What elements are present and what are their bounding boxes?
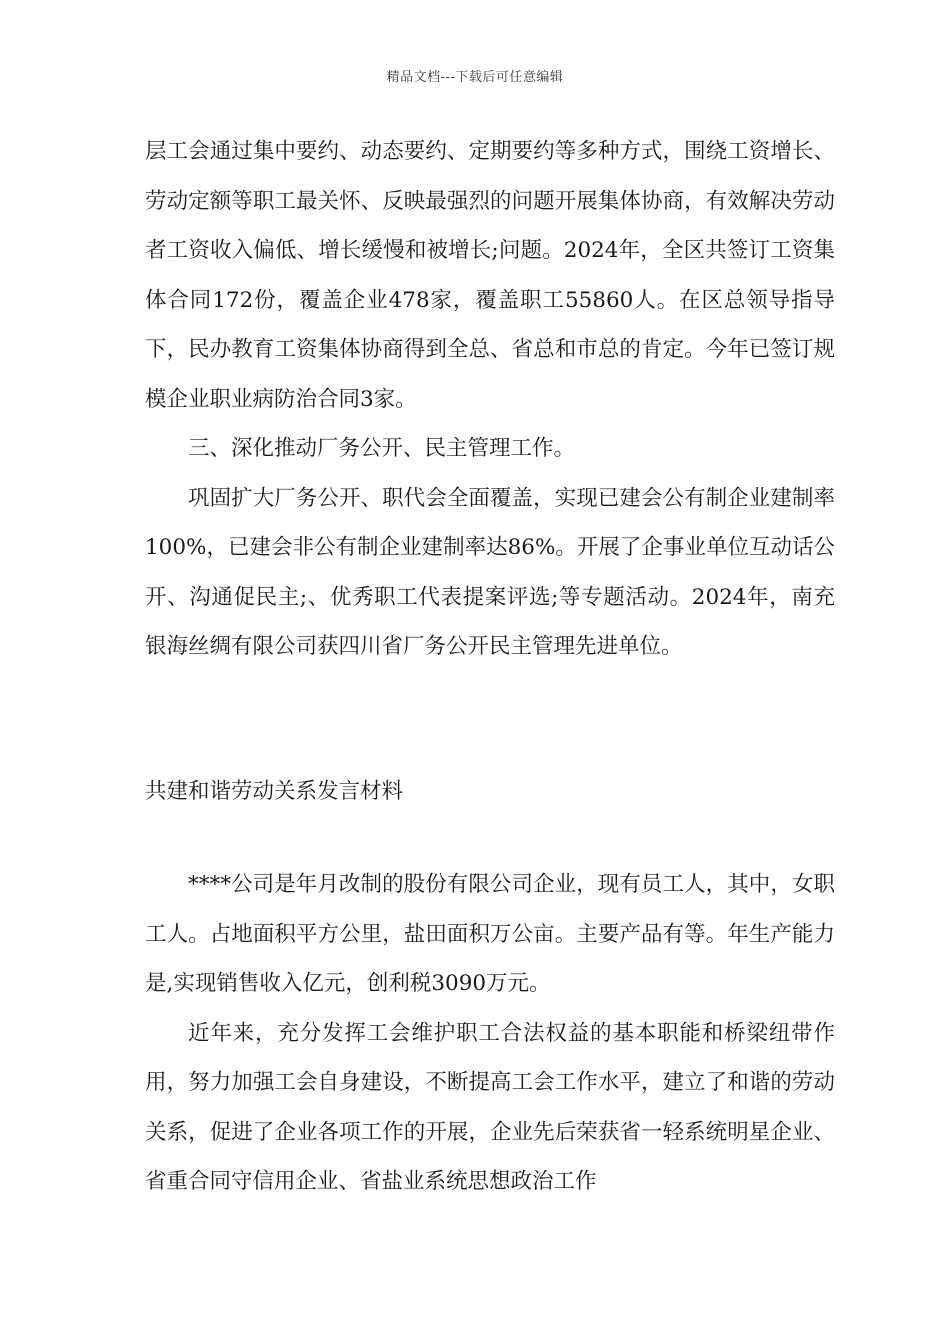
page-header: 精品文档---下载后可任意编辑 <box>386 70 564 85</box>
paragraph-collective-bargaining: 层工会通过集中要约、动态要约、定期要约等多种方式，围绕工资增长、劳动定额等职工最关怀、反映最强烈的问题开展集体协商，有效解决劳动者工资收入偏低、增长缓慢和被增长;问题。2024年，全区共签订工资集体合同172份，覆盖企业478家，覆盖职工55860人。在区总领导指导下，民办教育工资集体协商得到全总、省总和市总的肯定。今年已签订规模企业职业病防治合同3家。 <box>145 139 835 412</box>
document-body-bottom <box>145 860 835 1207</box>
paragraph-factory-affairs: 巩固扩大厂务公开、职代会全面覆盖，实现已建会公有制企业建制率100%，已建会非公有制企业建制率达86%。开展了企事业单位互动话公开、沟通促民主;、优秀职工代表提案评选;等专题活动。2024年，南充银海丝绸有限公司获四川省厂务公开民主管理先进单位。 <box>145 485 835 659</box>
paragraph-recent-years: 近年来，充分发挥工会维护职工合法权益的基本职能和桥梁纽带作用，努力加强工会自身建设，不断提高工会工作水平，建立了和谐的劳动关系，促进了企业各项工作的开展，企业先后荣获省一轻系统明星企业、省重合同守信用企业、省盐业系统思想政治工作 <box>145 1020 835 1194</box>
paragraph-company-intro: ****公司是年月改制的股份有限公司企业，现有员工人，其中，女职工人。占地面积平方公里，盐田面积万公亩。主要产品有等。年生产能力是,实现销售收入亿元，创利税3090万元。 <box>145 872 835 996</box>
paragraph-section-three-heading: 三、深化推动厂务公开、民主管理工作。 <box>188 436 576 461</box>
section-title-block <box>145 767 835 817</box>
section-title: 共建和谐劳动关系发言材料 <box>145 779 404 804</box>
document-body-top <box>145 127 835 672</box>
